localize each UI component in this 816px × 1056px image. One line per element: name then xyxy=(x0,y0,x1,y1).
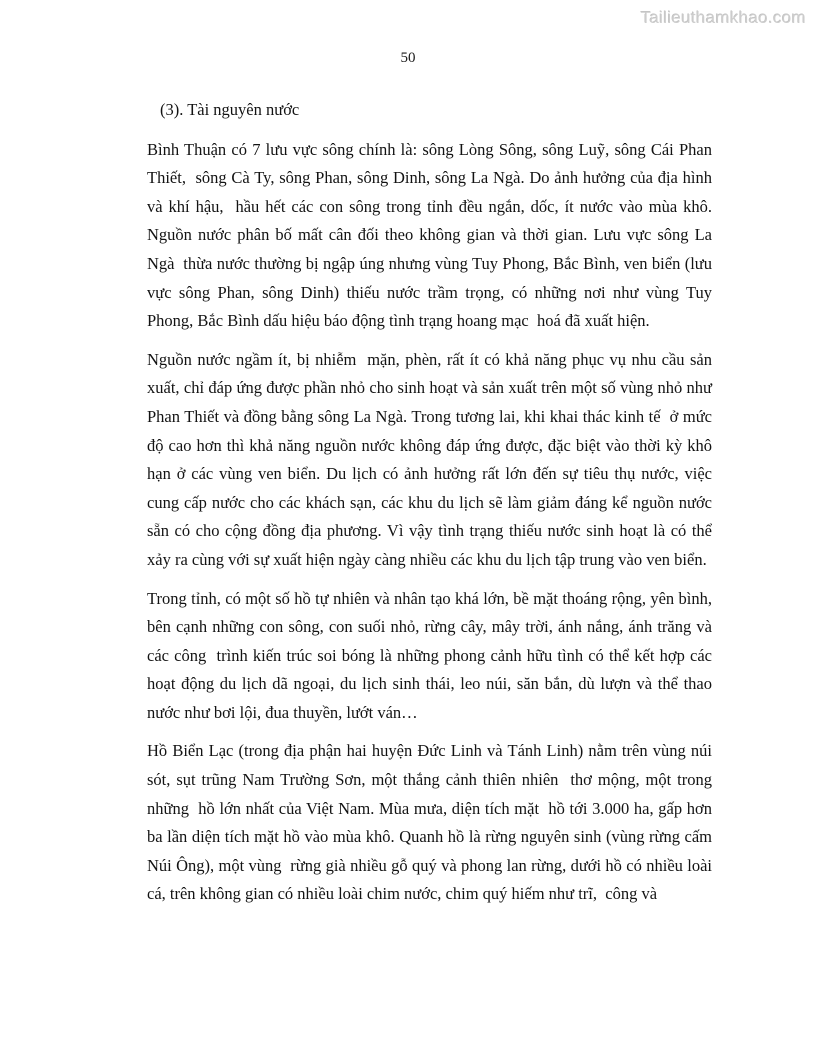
body-paragraph: Nguồn nước ngầm ít, bị nhiễm mặn, phèn, rất ít có khả năng phục vụ nhu cầu sản xuất, chỉ đáp ứng được phần nhỏ cho sinh hoạt và sản xuất trên một số vùng nhỏ như Phan Thiết và đồng bằng sông La Ngà. Trong tương lai, khi khai thác kinh tế ở mức độ cao hơn thì khả năng nguồn nước không đáp ứng được, đặc biệt vào thời kỳ khô hạn ở các vùng ven biển. Du lịch có ảnh hưởng rất lớn đến sự tiêu thụ nước, việc cung cấp nước cho các khách sạn, các khu du lịch sẽ làm giảm đáng kể nguồn nước sẵn có cho cộng đồng địa phương. Vì vậy tình trạng thiếu nước sinh hoạt là có thể xảy ra cùng với sự xuất hiện ngày càng nhiều các khu du lịch tập trung vào ven biển. xyxy=(147,349,717,569)
page-number: 50 xyxy=(400,50,416,66)
body-paragraph: Bình Thuận có 7 lưu vực sông chính là: sông Lòng Sông, sông Luỹ, sông Cái Phan Thiết, sông Cà Ty, sông Phan, sông Dinh, sông La Ngà. Do ảnh hưởng của địa hình và khí hậu, hầu hết các con sông trong tỉnh đều ngắn, dốc, ít nước vào mùa khô. Nguồn nước phân bố mất cân đối theo không gian và thời gian. Lưu vực sông La Ngà thừa nước thường bị ngập úng nhưng vùng Tuy Phong, Bắc Bình, ven biển (lưu vực sông Phan, sông Dinh) thiếu nước trầm trọng, có những nơi như vùng Tuy Phong, Bắc Bình dấu hiệu báo động tình trạng hoang mạc hoá đã xuất hiện. xyxy=(147,139,717,331)
body-paragraph: Hồ Biển Lạc (trong địa phận hai huyện Đức Linh và Tánh Linh) nằm trên vùng núi sót, sụt trũng Nam Trường Sơn, một thắng cảnh thiên nhiên thơ mộng, một trong những hồ lớn nhất của Việt Nam. Mùa mưa, diện tích mặt hồ tới 3.000 ha, gấp hơn ba lần diện tích mặt hồ vào mùa khô. Quanh hồ là rừng nguyên sinh (vùng rừng cấm Núi Ông), một vùng rừng già nhiều gỗ quý và phong lan rừng, dưới hồ có nhiều loài cá, trên không gian có nhiều loài chim nước, chim quý hiếm như trĩ, công và xyxy=(147,741,717,904)
page-content xyxy=(147,96,717,919)
section-heading: (3). Tài nguyên nước xyxy=(160,100,300,119)
watermark: Tailieuthamkhao.com xyxy=(640,8,806,27)
body-paragraph: Trong tỉnh, có một số hồ tự nhiên và nhân tạo khá lớn, bề mặt thoáng rộng, yên bình, bên cạnh những con sông, con suối nhỏ, rừng cây, mây trời, ánh nắng, ánh trăng và các công trình kiến trúc soi bóng là những phong cảnh hữu tình có thể kết hợp các hoạt động du lịch dã ngoại, du lịch sinh thái, leo núi, săn bắn, dù lượn và thể thao nước như bơi lội, đua thuyền, lướt ván… xyxy=(147,588,717,722)
